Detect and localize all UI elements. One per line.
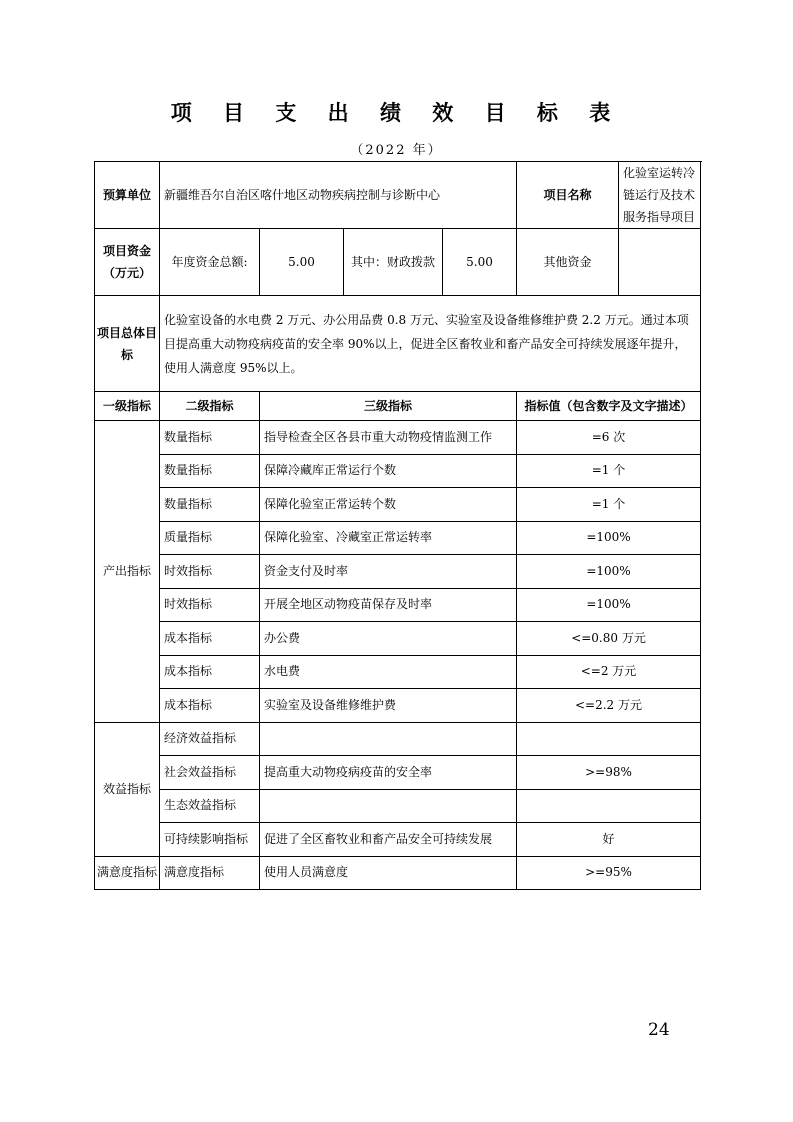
budget-unit-row — [95, 162, 701, 229]
indicator-value: >=98% — [517, 756, 701, 790]
annual-total-value: 5.00 — [260, 229, 344, 296]
budget-unit-label: 预算单位 — [95, 162, 160, 229]
indicator-value: =6 次 — [517, 421, 701, 455]
table-row — [95, 488, 701, 522]
goal-text: 化验室设备的水电费 2 万元、办公用品费 0.8 万元、实验室及设备维修维护费 2.2 万元。通过本项目提高重大动物疫病疫苗的安全率 90%以上，促进全区畜牧业和畜产品安全可持续发展逐年提升，使用人满意度 95%以上。 — [160, 296, 701, 392]
level3-indicator: 保障冷藏库正常运行个数 — [260, 454, 517, 488]
header-level3: 三级指标 — [260, 392, 517, 421]
level3-indicator: 资金支付及时率 — [260, 555, 517, 589]
project-name-value: 化验室运转冷链运行及技术服务指导项目 — [619, 162, 701, 229]
table-row — [95, 521, 701, 555]
table-row — [95, 454, 701, 488]
level1-indicator: 效益指标 — [95, 722, 160, 856]
header-level1: 一级指标 — [95, 392, 160, 421]
level1-indicator: 产出指标 — [95, 421, 160, 723]
level2-indicator: 数量指标 — [160, 421, 260, 455]
budget-unit-value: 新疆维吾尔自治区喀什地区动物疾病控制与诊断中心 — [160, 162, 517, 229]
fiscal-value: 5.00 — [443, 229, 517, 296]
fund-label: 项目资金（万元） — [95, 229, 160, 296]
page-number: 24 — [648, 1020, 670, 1040]
indicator-value: =1 个 — [517, 488, 701, 522]
indicator-value: =1 个 — [517, 454, 701, 488]
indicator-value — [517, 789, 701, 823]
table-row — [95, 756, 701, 790]
performance-table — [94, 161, 701, 890]
indicator-value — [517, 722, 701, 756]
project-name-label: 项目名称 — [517, 162, 619, 229]
level2-indicator: 满意度指标 — [160, 856, 260, 890]
level3-indicator: 提高重大动物疫病疫苗的安全率 — [260, 756, 517, 790]
level1-indicator: 满意度指标 — [95, 856, 160, 890]
indicator-value: >=95% — [517, 856, 701, 890]
level2-indicator: 成本指标 — [160, 689, 260, 723]
level2-indicator: 经济效益指标 — [160, 722, 260, 756]
table-row — [95, 421, 701, 455]
level3-indicator — [260, 789, 517, 823]
table-row — [95, 689, 701, 723]
level2-indicator: 时效指标 — [160, 588, 260, 622]
table-row — [95, 622, 701, 656]
indicator-value: =100% — [517, 555, 701, 589]
table-row — [95, 655, 701, 689]
level3-indicator: 保障化验室、冷藏室正常运转率 — [260, 521, 517, 555]
indicator-value: <=2.2 万元 — [517, 689, 701, 723]
page-title: 项 目 支 出 绩 效 目 标 表 — [170, 100, 623, 125]
fiscal-label: 其中：财政拨款 — [344, 229, 443, 296]
level3-indicator: 实验室及设备维修维护费 — [260, 689, 517, 723]
level2-indicator: 生态效益指标 — [160, 789, 260, 823]
annual-total-label: 年度资金总额: — [160, 229, 260, 296]
header-level2: 二级指标 — [160, 392, 260, 421]
table-row — [95, 789, 701, 823]
level2-indicator: 数量指标 — [160, 488, 260, 522]
other-funds-value — [619, 229, 701, 296]
level3-indicator: 指导检查全区各县市重大动物疫情监测工作 — [260, 421, 517, 455]
year-label: （2022 年） — [350, 143, 443, 158]
level2-indicator: 成本指标 — [160, 655, 260, 689]
indicator-value: =100% — [517, 588, 701, 622]
level2-indicator: 社会效益指标 — [160, 756, 260, 790]
level2-indicator: 成本指标 — [160, 622, 260, 656]
level2-indicator: 可持续影响指标 — [160, 823, 260, 857]
level3-indicator: 开展全地区动物疫苗保存及时率 — [260, 588, 517, 622]
level3-indicator: 办公费 — [260, 622, 517, 656]
table-row — [95, 555, 701, 589]
table-row — [95, 856, 701, 890]
table-row — [95, 823, 701, 857]
level2-indicator: 时效指标 — [160, 555, 260, 589]
level2-indicator: 数量指标 — [160, 454, 260, 488]
level3-indicator: 使用人员满意度 — [260, 856, 517, 890]
indicator-value: <=2 万元 — [517, 655, 701, 689]
level3-indicator — [260, 722, 517, 756]
header-row — [95, 392, 701, 421]
other-funds-label: 其他资金 — [517, 229, 619, 296]
table-row — [95, 588, 701, 622]
indicator-value: 好 — [517, 823, 701, 857]
fund-row — [95, 229, 701, 296]
goal-row — [95, 296, 701, 392]
level3-indicator: 水电费 — [260, 655, 517, 689]
indicator-value: =100% — [517, 521, 701, 555]
goal-label: 项目总体目标 — [95, 296, 160, 392]
header-value: 指标值（包含数字及文字描述） — [517, 392, 701, 421]
table-row — [95, 722, 701, 756]
level2-indicator: 质量指标 — [160, 521, 260, 555]
indicator-value: <=0.80 万元 — [517, 622, 701, 656]
level3-indicator: 保障化验室正常运转个数 — [260, 488, 517, 522]
level3-indicator: 促进了全区畜牧业和畜产品安全可持续发展 — [260, 823, 517, 857]
